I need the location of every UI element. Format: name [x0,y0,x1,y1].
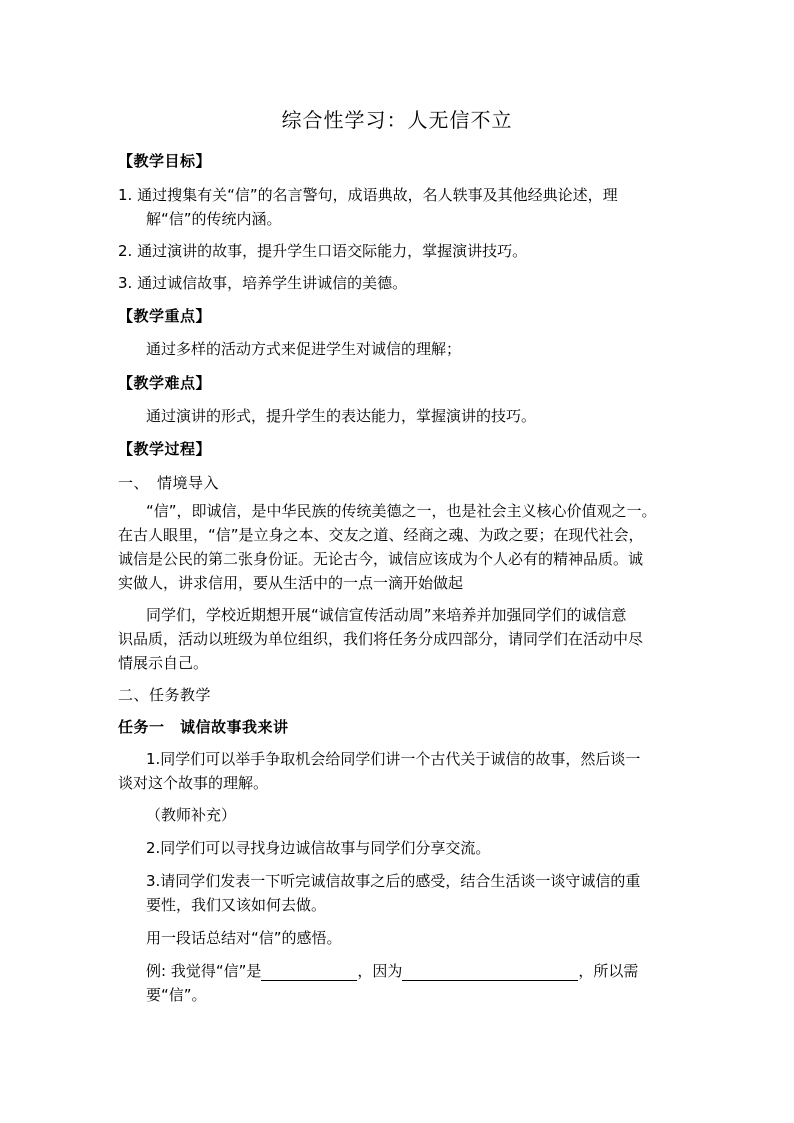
task-1-item-2: 2.同学们可以寻找身边诚信故事与同学们分享交流。 [146,839,491,857]
goal-2: 2. 通过演讲的故事，提升学生口语交际能力，掌握演讲技巧。 [118,242,528,260]
task-1-item-3-line-1: 3.请同学们发表一下听完诚信故事之后的感受，结合生活谈一谈守诚信的重 [146,872,641,890]
section-goals-heading: 【教学目标】 [118,152,212,170]
example-line-2: 要“信”。 [146,986,207,1004]
task-1-item-1-line-2: 谈对这个故事的理解。 [118,774,269,792]
section-difficult-heading: 【教学难点】 [118,374,212,392]
blank-field-1[interactable] [261,964,357,981]
task-1-item-3-line-2: 要性，我们又该如何去做。 [146,896,327,914]
class-line-2: 识品质，活动以班级为单位组织，我们将任务分成四部分，请同学们在活动中尽 [118,630,644,648]
class-line-1: 同学们，学校近期想开展“诚信宣传活动周”来培养并加强同学们的诚信意 [146,606,627,624]
part-2-heading: 二、任务教学 [118,686,212,704]
summary-prompt: 用一段话总结对“信”的感悟。 [146,929,342,947]
goal-1-line-2: 解“信”的传统内涵。 [146,210,282,228]
example-so: ，所以需 [578,962,639,980]
task-1-item-1-line-1: 1.同学们可以举手争取机会给同学们讲一个古代关于诚信的故事，然后谈一 [146,750,641,768]
blank-field-2[interactable] [402,964,578,981]
difficult-text: 通过演讲的形式，提升学生的表达能力，掌握演讲的技巧。 [146,407,537,425]
intro-line-2: 在古人眼里，“信”是立身之本、交友之道、经商之魂、为政之要；在现代社会， [118,526,644,544]
example-line-1 [146,960,638,981]
intro-line-3: 诚信是公民的第二张身份证。无论古今，诚信应该成为个人必有的精神品质。诚 [118,550,644,568]
section-key-heading: 【教学重点】 [118,307,212,325]
task-1-heading: 任务一 诚信故事我来讲 [118,718,289,736]
intro-line-4: 实做人，讲求信用，要从生活中的一点一滴开始做起 [118,574,464,592]
example-lead: 例: 我觉得“信”是 [146,962,262,980]
example-because: ，因为 [357,962,403,980]
teacher-note: （教师补充） [146,806,237,824]
page-title: 综合性学习：人无信不立 [281,108,513,132]
class-line-3: 情展示自己。 [118,654,209,672]
key-text: 通过多样的活动方式来促进学生对诚信的理解； [146,340,462,358]
part-1-heading: 一、 情境导入 [118,474,220,492]
intro-line-1: “信”，即诚信，是中华民族的传统美德之一，也是社会主义核心价值观之一。 [146,502,657,520]
section-process-heading: 【教学过程】 [118,440,212,458]
goal-1-line-1: 1. 通过搜集有关“信”的名言警句，成语典故，名人轶事及其他经典论述，理 [118,186,618,204]
goal-3: 3. 通过诚信故事，培养学生讲诚信的美德。 [118,274,408,292]
